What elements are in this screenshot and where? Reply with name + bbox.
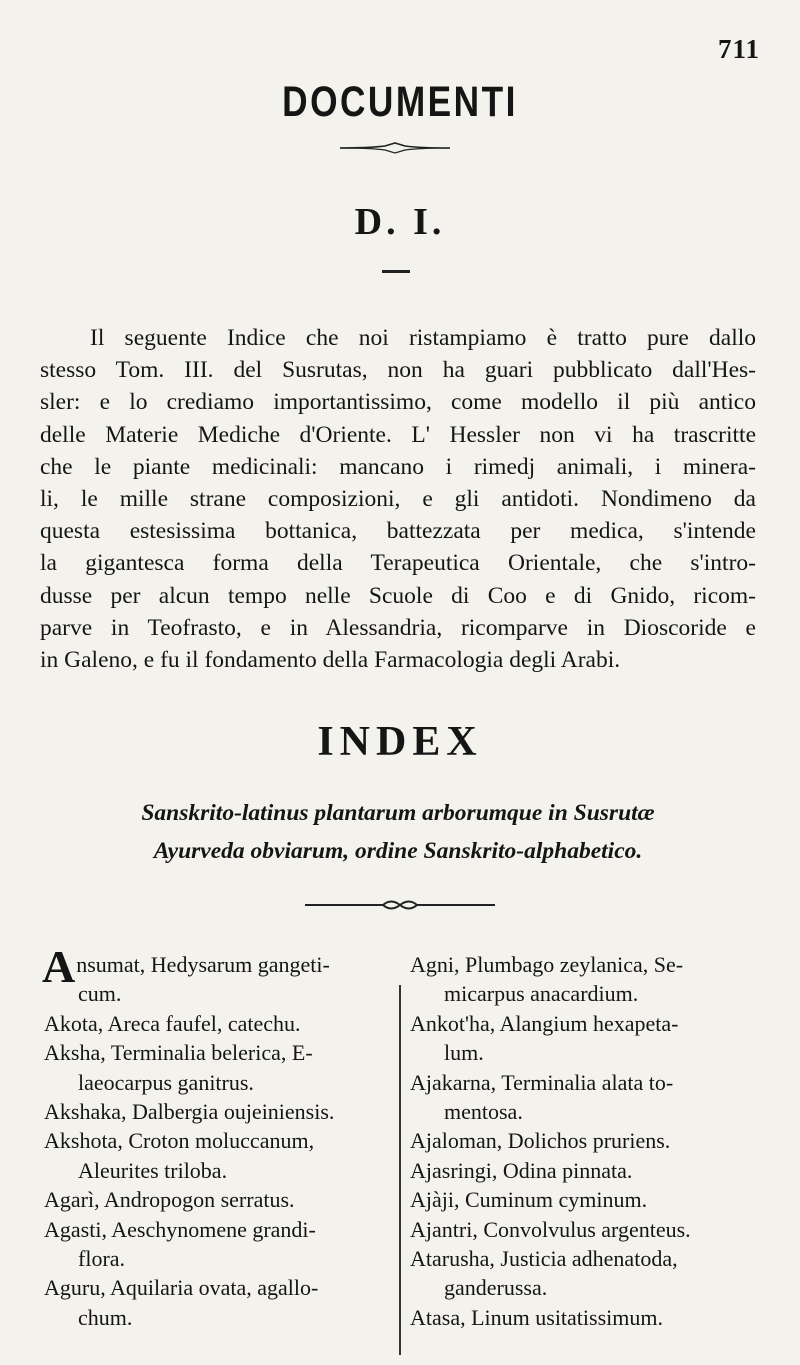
index-left-column [42, 941, 390, 1332]
index-entry [410, 1126, 758, 1155]
ornamental-divider [305, 898, 495, 912]
index-entry-text: Akota, Areca faufel, catechu. [44, 1010, 301, 1036]
intro-line: la gigantesca forma della Terapeutica Orientale, che s'intro- [40, 550, 756, 577]
ornamental-rule [340, 142, 450, 154]
index-entry [42, 941, 390, 1009]
index-subtitle-line-2: Ayurveda obviarum, ordine Sanskrito-alphabetico. [153, 838, 643, 864]
index-entry [44, 1126, 390, 1185]
index-title: INDEX [317, 719, 483, 765]
index-entry [410, 950, 758, 1009]
index-entry-continuation: lum. [444, 1040, 484, 1066]
index-entry [44, 1038, 390, 1097]
index-right-column [410, 950, 758, 1332]
index-entry-text: nsumat, Hedysarum gangeti- [76, 952, 330, 977]
index-entry-continuation: Aleurites triloba. [78, 1157, 228, 1183]
column-divider [399, 985, 401, 1355]
index-entry-text: Ajantri, Convolvulus argenteus. [410, 1216, 691, 1242]
index-entry-continuation: mentosa. [444, 1099, 523, 1125]
index-entry [410, 1009, 758, 1068]
index-entry [410, 1068, 758, 1127]
intro-line: stesso Tom. III. del Susrutas, non ha guari pubblicato dall'Hes- [40, 357, 756, 384]
index-entry-continuation: cum. [78, 981, 122, 1007]
intro-line: che le piante medicinali: mancano i rimedj animali, i minera- [40, 453, 756, 480]
index-entry-text: Ajakarna, Terminalia alata to- [410, 1069, 674, 1095]
intro-line: delle Materie Mediche d'Oriente. L' Hessler non vi ha trascritte [40, 421, 756, 448]
index-entry-continuation: ganderussa. [444, 1275, 548, 1301]
index-subtitle-line-1: Sanskrito-latinus plantarum arborumque in Susrutæ [141, 800, 655, 826]
index-entry [410, 1185, 758, 1214]
index-entry [410, 1156, 758, 1185]
index-entry-text: Ajàji, Cuminum cyminum. [410, 1187, 648, 1213]
index-entry-text: Aguru, Aquilaria ovata, agallo- [44, 1275, 319, 1301]
index-entry-continuation: chum. [78, 1304, 133, 1330]
index-entry-text: Atarusha, Justicia adhenatoda, [410, 1246, 678, 1272]
index-entry-text: Ankot'ha, Alangium hexapeta- [410, 1010, 679, 1036]
index-entry-text: Agasti, Aeschynomene grandi- [44, 1216, 316, 1242]
intro-line: li, le mille strane composizioni, e gli antidoti. Nondimeno da [40, 486, 756, 513]
short-dash-rule [382, 270, 410, 273]
intro-line: Il seguente Indice che noi ristampiamo è tratto pure dallo [90, 325, 756, 351]
index-entry [410, 1215, 758, 1244]
index-entry-text: Agni, Plumbago zeylanica, Se- [410, 952, 684, 977]
page-number: 711 [717, 34, 760, 64]
index-entry-continuation: flora. [78, 1246, 126, 1272]
index-entry-text: Ajasringi, Odina pinnata. [410, 1157, 633, 1183]
index-entry [44, 1273, 390, 1332]
intro-line: questa estesissima bottanica, battezzata per medica, s'intende [40, 518, 756, 545]
index-entry [410, 1303, 758, 1332]
index-entry-continuation: laeocarpus ganitrus. [78, 1069, 254, 1095]
index-entry-text: Akshota, Croton moluccanum, [44, 1128, 315, 1154]
intro-paragraph [40, 322, 756, 676]
index-entry-continuation: micarpus anacardium. [444, 981, 639, 1007]
drop-cap: A [42, 941, 76, 992]
index-entry [44, 1185, 390, 1214]
document-heading: DOCUMENTI [282, 78, 518, 126]
index-entry [410, 1244, 758, 1303]
intro-line: parve in Teofrasto, e in Alessandria, ricomparve in Dioscoride e [40, 614, 756, 641]
index-entry-text: Atasa, Linum usitatissimum. [410, 1304, 663, 1330]
index-entry-text: Ajaloman, Dolichos pruriens. [410, 1128, 671, 1154]
intro-line: dusse per alcun tempo nelle Scuole di Coo e di Gnido, ricom- [40, 582, 756, 609]
index-entry [44, 1009, 390, 1038]
index-entry [44, 1215, 390, 1274]
index-entry-text: Agarì, Andropogon serratus. [44, 1187, 295, 1213]
index-entry [44, 1097, 390, 1126]
intro-line: in Galeno, e fu il fondamento della Farmacologia degli Arabi. [40, 647, 621, 674]
intro-line: sler: e lo crediamo importantissimo, come modello il più antico [40, 389, 756, 416]
document-subheading: D. I. [354, 201, 446, 243]
index-entry-text: Akshaka, Dalbergia oujeiniensis. [44, 1099, 335, 1125]
index-entry-text: Aksha, Terminalia belerica, E- [44, 1040, 313, 1066]
